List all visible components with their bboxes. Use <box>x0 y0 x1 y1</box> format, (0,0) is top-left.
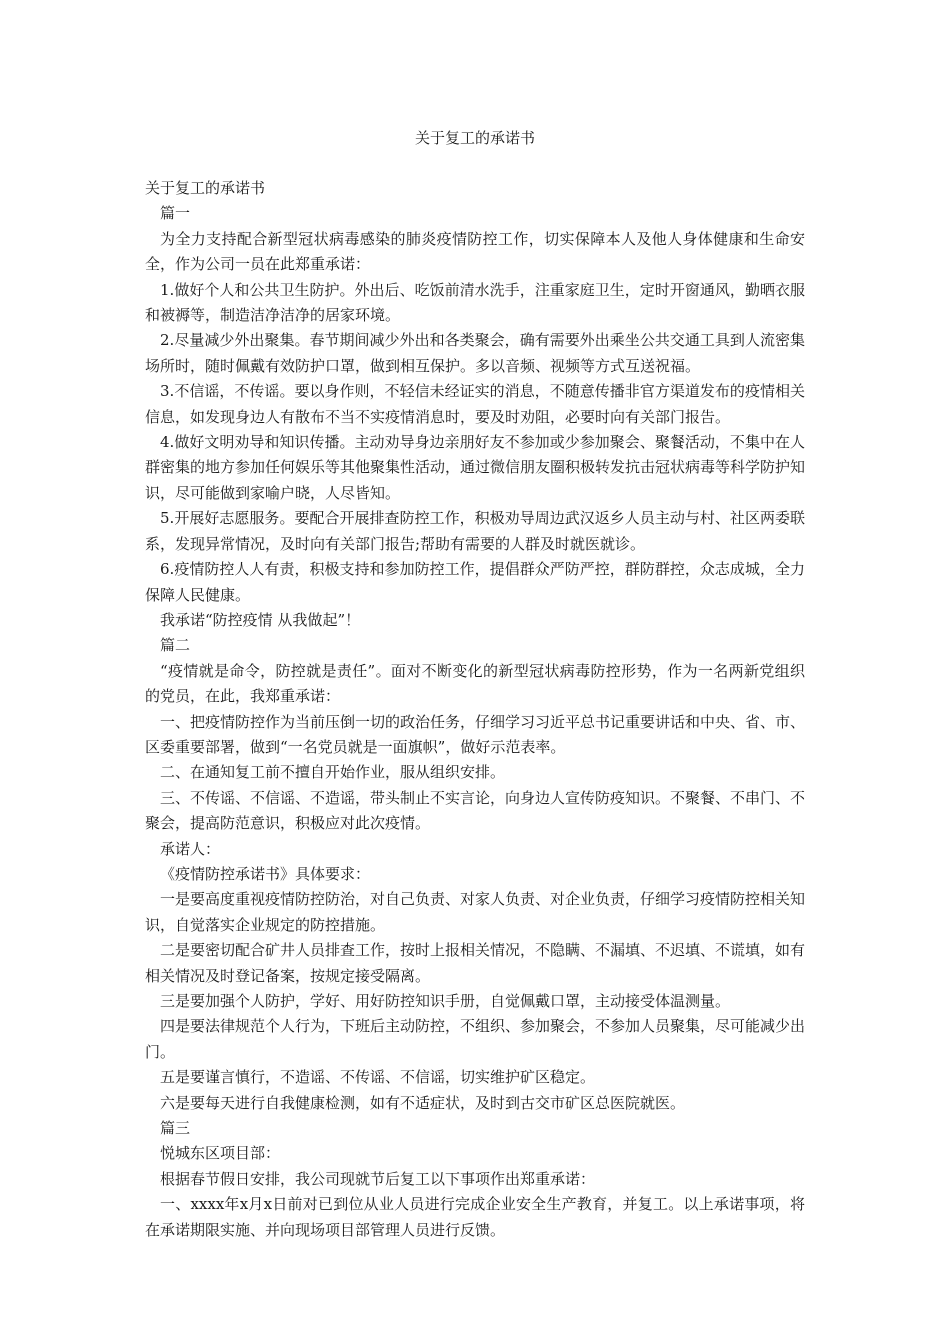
paragraph: 1.做好个人和公共卫生防护。外出后、吃饭前清水洗手，注重家庭卫生，定时开窗通风，勤晒衣服和被褥等，制造洁净洁净的居家环境。 <box>145 280 805 325</box>
paragraph: 6.疫情防控人人有责，积极支持和参加防控工作，提倡群众严防严控，群防群控，众志成城，全力保障人民健康。 <box>145 560 805 604</box>
body-heading: 关于复工的承诺书 <box>145 179 266 197</box>
paragraph: 《疫情防控承诺书》具体要求： <box>160 864 371 883</box>
paragraph: 五是要谨言慎行，不造谣、不传谣、不信谣，切实维护矿区稳定。 <box>160 1068 596 1087</box>
paragraph: 一、把疫情防控作为当前压倒一切的政治任务，仔细学习习近平总书记重要讲话和中央、省、市、区委重要部署，做到“一名党员就是一面旗帜”，做好示范表率。 <box>145 712 806 756</box>
section-label-3: 篇三 <box>160 1119 191 1138</box>
section-label-2: 篇二 <box>160 636 191 655</box>
paragraph: 3.不信谣，不传谣。要以身作则，不轻信未经证实的消息，不随意传播非官方渠道发布的疫情相关信息，如发现身边人有散布不当不实疫情消息时，要及时劝阻，必要时向有关部门报告。 <box>145 382 805 426</box>
paragraph: 2.尽量减少外出聚集。春节期间减少外出和各类聚会，确有需要外出乘坐公共交通工具到人流密集场所时，随时佩戴有效防护口罩，做到相互保护。多以音频、视频等方式互送祝福。 <box>145 331 805 375</box>
paragraph: 我承诺“防控疫情 从我做起”！ <box>160 610 361 629</box>
paragraph: 承诺人： <box>160 839 221 858</box>
paragraph: 四是要法律规范个人行为，下班后主动防控，不组织、参加聚会，不参加人员聚集，尽可能减少出门。 <box>145 1017 806 1061</box>
paragraph: 一、xxxx年x月x日前对已到位从业人员进行完成企业安全生产教育，并复工。以上承诺事项，将在承诺期限实施、并向现场项目部管理人员进行反馈。 <box>145 1195 805 1239</box>
paragraph: 根据春节假日安排，我公司现就节后复工以下事项作出郑重承诺： <box>160 1169 596 1188</box>
paragraph: 二是要密切配合矿井人员排查工作，按时上报相关情况，不隐瞒、不漏填、不迟填、不谎填，如有相关情况及时登记备案，按规定接受隔离。 <box>145 941 806 985</box>
paragraph: 三是要加强个人防护，学好、用好防控知识手册，自觉佩戴口罩，主动接受体温测量。 <box>160 992 731 1010</box>
paragraph: “疫情就是命令，防控就是责任”。面对不断变化的新型冠状病毒防控形势，作为一名两新党组织的党员，在此，我郑重承诺： <box>145 661 805 706</box>
paragraph: 4.做好文明劝导和知识传播。主动劝导身边亲朋好友不参加或少参加聚会、聚餐活动，不集中在人群密集的地方参加任何娱乐等其他聚集性活动，通过微信朋友圈积极转发抗击冠状病毒等科学防护知识，尽可能做到家喻户晓，人尽皆知。 <box>145 433 806 502</box>
document-body <box>145 176 805 1243</box>
section-label-1: 篇一 <box>160 204 191 223</box>
paragraph: 5.开展好志愿服务。要配合开展排查防控工作，积极劝导周边武汉返乡人员主动与村、社区两委联系，发现异常情况，及时向有关部门报告;帮助有需要的人群及时就医就诊。 <box>145 509 805 553</box>
document-title: 关于复工的承诺书 <box>414 129 535 147</box>
paragraph: 为全力支持配合新型冠状病毒感染的肺炎疫情防控工作，切实保障本人及他人身体健康和生命安全，作为公司一员在此郑重承诺： <box>145 229 805 274</box>
paragraph: 二、在通知复工前不擅自开始作业，服从组织安排。 <box>160 763 506 782</box>
paragraph: 悦城东区项目部： <box>160 1144 281 1163</box>
paragraph: 三、不传谣、不信谣、不造谣，带头制止不实言论，向身边人宣传防疫知识。不聚餐、不串门、不聚会，提高防范意识，积极应对此次疫情。 <box>145 788 806 833</box>
paragraph: 一是要高度重视疫情防控防治，对自己负责、对家人负责、对企业负责，仔细学习疫情防控相关知识，自觉落实企业规定的防控措施。 <box>145 890 806 934</box>
paragraph: 六是要每天进行自我健康检测，如有不适症状，及时到古交市矿区总医院就医。 <box>160 1093 686 1112</box>
